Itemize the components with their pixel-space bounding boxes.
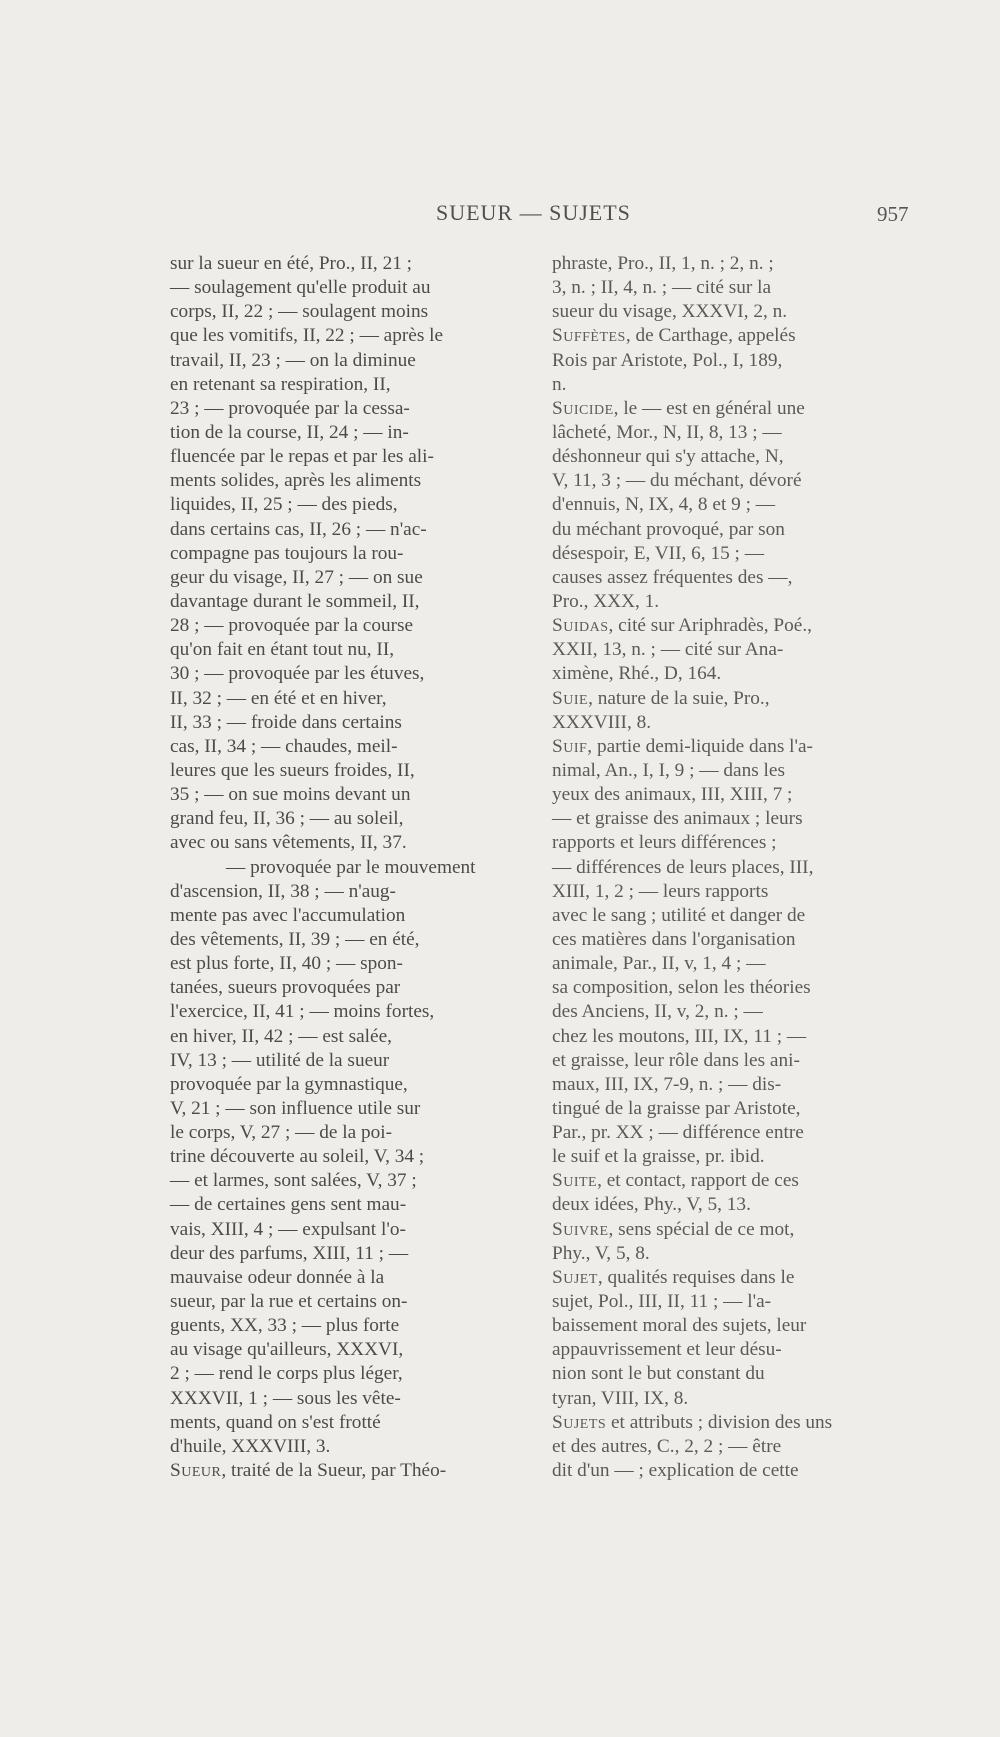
text-line: ximène, Rhé., D, 164. (552, 663, 722, 685)
entry-headword: Suicide (552, 397, 614, 419)
text-line: provoquée par la gymnastique, (170, 1073, 408, 1095)
text-line: maux, III, IX, 7-9, n. ; — dis- (552, 1073, 782, 1095)
text-line: Sueur, traité de la Sueur, par Théo- (170, 1460, 447, 1482)
text-line: l'exercice, II, 41 ; — moins fortes, (170, 1001, 435, 1023)
right-column (552, 252, 882, 1483)
text-line: sujet, Pol., III, II, 11 ; — l'a- (552, 1291, 772, 1313)
entry-headword: Suffètes (552, 325, 626, 347)
entry-headword: Sujet (552, 1266, 598, 1288)
text-line: V, 11, 3 ; — du méchant, dévoré (552, 470, 802, 492)
text-line: Par., pr. XX ; — différence entre (552, 1122, 804, 1144)
text-line: Rois par Aristote, Pol., I, 189, (552, 349, 783, 371)
text-line: est plus forte, II, 40 ; — spon- (170, 953, 403, 975)
text-line: guents, XX, 33 ; — plus forte (170, 1315, 400, 1337)
text-line: tanées, sueurs provoquées par (170, 977, 401, 999)
text-line: XXXVIII, 8. (552, 711, 652, 733)
text-line: liquides, II, 25 ; — des pieds, (170, 494, 398, 516)
text-line: cas, II, 34 ; — chaudes, meil- (170, 735, 398, 757)
text-line: II, 32 ; — en été et en hiver, (170, 687, 387, 709)
text-line: tion de la course, II, 24 ; — in- (170, 421, 409, 443)
text-line: lâcheté, Mor., N, II, 8, 13 ; — (552, 421, 782, 443)
text-line: — provoquée par le mouvement (226, 856, 476, 878)
text-line: 28 ; — provoquée par la course (170, 615, 414, 637)
text-line: nimal, An., I, I, 9 ; — dans les (552, 759, 785, 781)
text-line: trine découverte au soleil, V, 34 ; (170, 1146, 425, 1168)
text-line: ments, quand on s'est frotté (170, 1411, 381, 1433)
text-line: travail, II, 23 ; — on la diminue (170, 349, 416, 371)
text-line: deux idées, Phy., V, 5, 13. (552, 1194, 751, 1216)
running-head: SUEUR — SUJETS (436, 200, 631, 225)
text-line: — et larmes, sont salées, V, 37 ; (170, 1170, 417, 1192)
text-line: désespoir, E, VII, 6, 15 ; — (552, 542, 765, 564)
text-line: XXII, 13, n. ; — cité sur Ana- (552, 639, 784, 661)
text-line: rapports et leurs différences ; (552, 832, 777, 854)
text-line: d'ennuis, N, IX, 4, 8 et 9 ; — (552, 494, 776, 516)
text-line: sueur, par la rue et certains on- (170, 1291, 408, 1313)
text-line: Suffètes, de Carthage, appelés (552, 325, 796, 347)
text-line: 3, n. ; II, 4, n. ; — cité sur la (552, 277, 772, 299)
entry-headword: Suidas (552, 615, 609, 637)
text-line: n. (552, 373, 567, 395)
text-line: dans certains cas, II, 26 ; — n'ac- (170, 518, 427, 540)
text-line: phraste, Pro., II, 1, n. ; 2, n. ; (552, 253, 774, 274)
page-header (0, 200, 1000, 230)
text-line: IV, 13 ; — utilité de la sueur (170, 1049, 390, 1071)
text-line: Suicide, le — est en général une (552, 397, 805, 419)
text-line: nion sont le but constant du (552, 1363, 765, 1385)
entry-headword: Suie (552, 687, 589, 709)
text-line: vais, XIII, 4 ; — expulsant l'o- (170, 1218, 406, 1240)
entry-headword: Sujets (552, 1411, 607, 1433)
text-line: et graisse, leur rôle dans les ani- (552, 1049, 800, 1071)
text-line: mente pas avec l'accumulation (170, 904, 406, 926)
text-line: — différences de leurs places, III, (552, 856, 814, 878)
text-line: avec le sang ; utilité et danger de (552, 904, 806, 926)
text-line: le corps, V, 27 ; — de la poi- (170, 1122, 393, 1144)
text-line: fluencée par le repas et par les ali- (170, 446, 434, 468)
text-line: d'huile, XXXVIII, 3. (170, 1435, 331, 1457)
text-line: Suie, nature de la suie, Pro., (552, 687, 770, 709)
text-line: compagne pas toujours la rou- (170, 542, 404, 564)
text-line: déshonneur qui s'y attache, N, (552, 446, 784, 468)
text-line: Phy., V, 5, 8. (552, 1242, 650, 1264)
text-line: du méchant provoqué, par son (552, 518, 785, 540)
text-line: — de certaines gens sent mau- (170, 1194, 407, 1216)
text-line: — et graisse des animaux ; leurs (552, 808, 803, 830)
text-line: — soulagement qu'elle produit au (170, 277, 431, 299)
text-line: 30 ; — provoquée par les étuves, (170, 663, 425, 685)
text-line: le suif et la graisse, pr. ibid. (552, 1146, 765, 1168)
text-line: Suivre, sens spécial de ce mot, (552, 1218, 795, 1240)
text-line: des Anciens, II, v, 2, n. ; — (552, 1001, 763, 1023)
text-line: grand feu, II, 36 ; — au soleil, (170, 808, 404, 830)
text-line: XIII, 1, 2 ; — leurs rapports (552, 880, 769, 902)
text-line: que les vomitifs, II, 22 ; — après le (170, 325, 444, 347)
text-line: d'ascension, II, 38 ; — n'aug- (170, 880, 396, 902)
text-line: baissement moral des sujets, leur (552, 1315, 807, 1337)
text-line: II, 33 ; — froide dans certains (170, 711, 402, 733)
text-line: avec ou sans vêtements, II, 37. (170, 832, 407, 854)
text-line: au visage qu'ailleurs, XXXVI, (170, 1339, 404, 1361)
text-line: yeux des animaux, III, XIII, 7 ; (552, 784, 793, 806)
text-line: Sujet, qualités requises dans le (552, 1266, 795, 1288)
text-line: tingué de la graisse par Aristote, (552, 1097, 801, 1119)
page-number: 957 (877, 202, 909, 226)
text-line: sa composition, selon les théories (552, 977, 811, 999)
text-line: corps, II, 22 ; — soulagent moins (170, 301, 429, 323)
text-line: en retenant sa respiration, II, (170, 373, 391, 395)
text-line: sur la sueur en été, Pro., II, 21 ; (170, 253, 413, 274)
text-line: XXXVII, 1 ; — sous les vête- (170, 1387, 401, 1409)
entry-headword: Suivre (552, 1218, 609, 1240)
text-line: Pro., XXX, 1. (552, 590, 660, 612)
text-line: Sujets et attributs ; division des uns (552, 1411, 833, 1433)
text-line: Suite, et contact, rapport de ces (552, 1170, 799, 1192)
text-line: V, 21 ; — son influence utile sur (170, 1097, 421, 1119)
text-line: animale, Par., II, v, 1, 4 ; — (552, 953, 766, 975)
text-line: Suif, partie demi-liquide dans l'a- (552, 735, 813, 757)
text-line: leures que les sueurs froides, II, (170, 759, 415, 781)
text-line: et des autres, C., 2, 2 ; — être (552, 1435, 782, 1457)
text-line: geur du visage, II, 27 ; — on sue (170, 566, 423, 588)
text-line: deur des parfums, XIII, 11 ; — (170, 1242, 409, 1264)
left-column (170, 252, 522, 1483)
text-line: Suidas, cité sur Ariphradès, Poé., (552, 615, 812, 637)
text-line: en hiver, II, 42 ; — est salée, (170, 1025, 392, 1047)
text-line: tyran, VIII, IX, 8. (552, 1387, 689, 1409)
text-line: dit d'un — ; explication de cette (552, 1460, 799, 1482)
text-line: causes assez fréquentes des —, (552, 566, 793, 588)
text-line: ces matières dans l'organisation (552, 928, 796, 950)
entry-headword: Sueur (170, 1460, 222, 1482)
text-line: mauvaise odeur donnée à la (170, 1266, 385, 1288)
text-line: qu'on fait en étant tout nu, II, (170, 639, 395, 661)
text-line: davantage durant le sommeil, II, (170, 590, 420, 612)
text-line: sueur du visage, XXXVI, 2, n. (552, 301, 788, 323)
entry-headword: Suif (552, 735, 588, 757)
text-line: 23 ; — provoquée par la cessa- (170, 397, 410, 419)
text-line: 35 ; — on sue moins devant un (170, 784, 411, 806)
entry-headword: Suite (552, 1170, 598, 1192)
text-line: chez les moutons, III, IX, 11 ; — (552, 1025, 807, 1047)
text-line: ments solides, après les aliments (170, 470, 422, 492)
text-line: 2 ; — rend le corps plus léger, (170, 1363, 403, 1385)
text-line: des vêtements, II, 39 ; — en été, (170, 928, 420, 950)
text-line: appauvrissement et leur désu- (552, 1339, 782, 1361)
